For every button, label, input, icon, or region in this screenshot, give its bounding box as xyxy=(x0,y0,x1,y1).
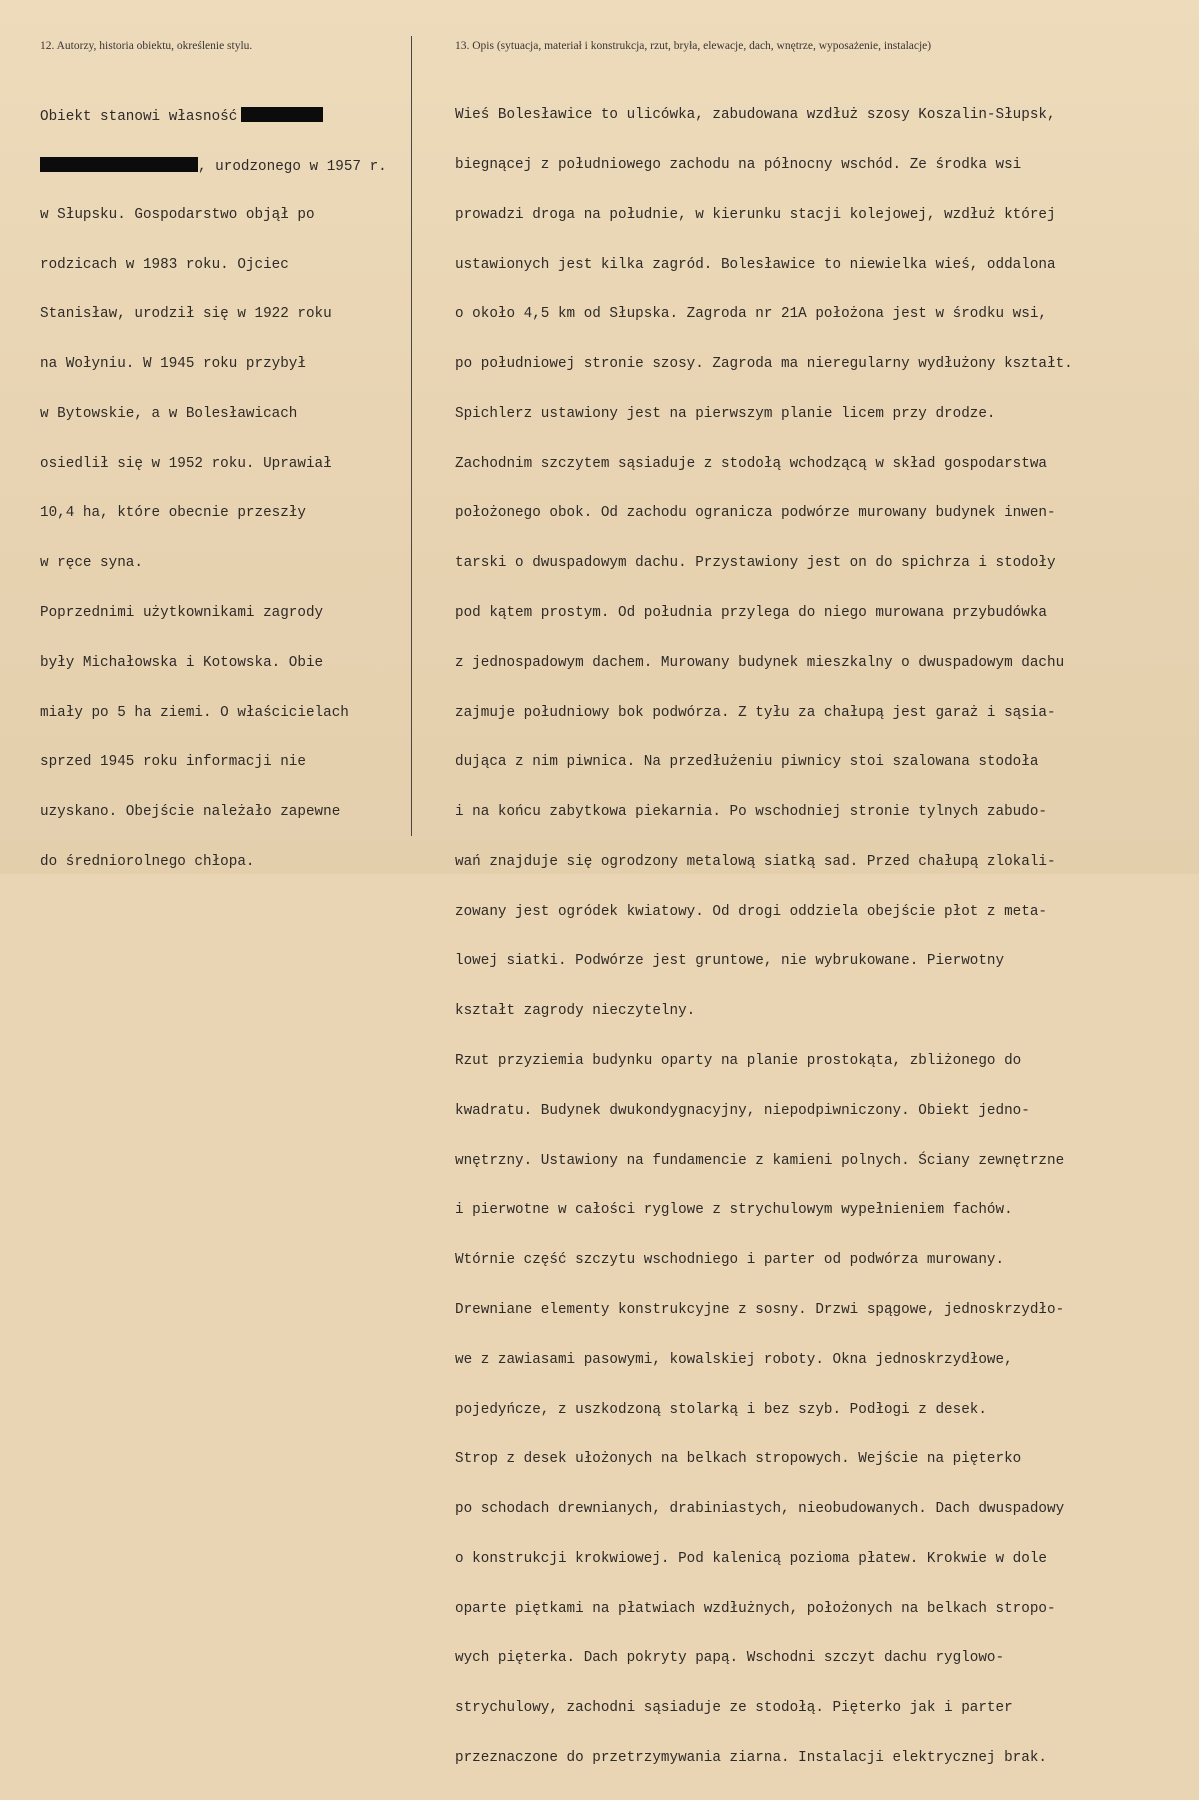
description-line: ustawionych jest kilka zagród. Bolesławice to niewielka wieś, oddalona xyxy=(455,256,1056,273)
description-line: zajmuje południowy bok podwórza. Z tyłu za chałupą jest garaż i sąsia- xyxy=(455,704,1056,721)
description-line: strychulowy, zachodni sąsiaduje ze stodołą. Pięterko jak i parter xyxy=(455,1700,1013,1717)
description-line: Wieś Bolesławice to ulicówka, zabudowana wzdłuż szosy Koszalin-Słupsk, xyxy=(455,107,1056,124)
description-line: biegnącej z południowego zachodu na północny wschód. Ze środka wsi xyxy=(455,156,1022,173)
description-line: we z zawiasami pasowymi, kowalskiej roboty. Okna jednoskrzydłowe, xyxy=(455,1351,1013,1368)
description-line: zowany jest ogródek kwiatowy. Od drogi oddziela obejście płot z meta- xyxy=(455,903,1047,920)
history-line: Stanisław, urodził się w 1922 roku xyxy=(40,306,332,323)
description-line: pod kątem prostym. Od południa przylega do niego murowana przybudówka xyxy=(455,605,1047,621)
description-line: o konstrukcji krokwiowej. Pod kalenicą pozioma płatew. Krokwie w dole xyxy=(455,1550,1047,1567)
column-divider xyxy=(411,36,412,836)
description-line: kształt zagrody nieczytelny. xyxy=(455,1003,696,1020)
history-line: do średniorolnego chłopa. xyxy=(40,853,255,870)
description-text-block xyxy=(455,74,1073,1800)
description-line: po schodach drewnianych, drabiniastych, nieobudowanych. Dach dwuspadowy xyxy=(455,1501,1065,1518)
history-line xyxy=(40,107,387,124)
history-line: rodzicach w 1983 roku. Ojciec xyxy=(40,256,289,273)
description-line: wań znajduje się ogrodzony metalową siatką sad. Przed chałupą zlokali- xyxy=(455,853,1056,870)
description-line: Zachodnim szczytem sąsiaduje z stodołą wchodzącą w skład gospodarstwa xyxy=(455,455,1047,472)
description-line: z jednospadowym dachem. Murowany budynek mieszkalny o dwuspadowym dachu xyxy=(455,654,1065,671)
description-line: i pierwotne w całości ryglowe z strychulowym wypełnieniem fachów. xyxy=(455,1202,1013,1219)
history-line: Poprzednimi użytkownikami zagrody xyxy=(40,605,324,621)
description-line: wnętrzny. Ustawiony na fundamencie z kamieni polnych. Ściany zewnętrzne xyxy=(455,1152,1065,1169)
redaction-bar xyxy=(40,157,198,172)
section-13-heading: 13. Opis (sytuacja, materiał i konstrukcja, rzut, bryła, elewacje, dach, wnętrze, wyposażenie, instalacje) xyxy=(455,40,932,52)
description-line: i na końcu zabytkowa piekarnia. Po wschodniej stronie tylnych zabudo- xyxy=(455,804,1047,821)
description-line: położonego obok. Od zachodu ogranicza podwórze murowany budynek inwen- xyxy=(455,505,1056,522)
description-line: oparte piętkami na płatwiach wzdłużnych, położonych na belkach stropo- xyxy=(455,1600,1056,1617)
history-line: na Wołyniu. W 1945 roku przybył xyxy=(40,356,306,373)
description-line: prowadzi droga na południe, w kierunku stacji kolejowej, wzdłuż której xyxy=(455,206,1056,223)
history-line: w ręce syna. xyxy=(40,555,143,572)
history-line: miały po 5 ha ziemi. O właścicielach xyxy=(40,704,349,721)
section-12-heading: 12. Autorzy, historia obiektu, określenie stylu. xyxy=(40,40,253,52)
history-line: 10,4 ha, które obecnie przeszły xyxy=(40,505,306,522)
history-line: uzyskano. Obejście należało zapewne xyxy=(40,804,341,821)
description-line: Wtórnie część szczytu wschodniego i parter od podwórza murowany. xyxy=(455,1252,1005,1269)
description-line: Spichlerz ustawiony jest na pierwszym planie licem przy drodze. xyxy=(455,405,996,422)
history-line: były Michałowska i Kotowska. Obie xyxy=(40,654,324,671)
description-line: Rzut przyziemia budynku oparty na planie prostokąta, zbliżonego do xyxy=(455,1053,1022,1070)
history-text-block xyxy=(40,74,387,904)
description-line: po południowej stronie szosy. Zagroda ma nieregularny wydłużony kształt. xyxy=(455,356,1073,373)
history-line: osiedlił się w 1952 roku. Uprawiał xyxy=(40,455,332,472)
description-line: lowej siatki. Podwórze jest gruntowe, nie wybrukowane. Pierwotny xyxy=(455,953,1005,970)
description-line: dująca z nim piwnica. Na przedłużeniu piwnicy stoi szalowana stodoła xyxy=(455,754,1039,771)
history-line: sprzed 1945 roku informacji nie xyxy=(40,754,306,771)
history-line xyxy=(40,157,387,174)
description-line: kwadratu. Budynek dwukondygnacyjny, niepodpiwniczony. Obiekt jedno- xyxy=(455,1102,1030,1119)
description-line: wych pięterka. Dach pokryty papą. Wschodni szczyt dachu ryglowo- xyxy=(455,1650,1005,1667)
description-line: Strop z desek ułożonych na belkach stropowych. Wejście na pięterko xyxy=(455,1451,1022,1468)
description-line: Drewniane elementy konstrukcyjne z sosny. Drzwi spągowe, jednoskrzydło- xyxy=(455,1301,1065,1318)
description-line: pojedyńcze, z uszkodzoną stolarką i bez szyb. Podłogi z desek. xyxy=(455,1401,987,1418)
history-line-text: , urodzonego w 1957 r. xyxy=(198,158,387,175)
history-line: w Słupsku. Gospodarstwo objął po xyxy=(40,206,315,223)
history-line-text: Obiekt stanowi własność xyxy=(40,109,238,126)
description-line: tarski o dwuspadowym dachu. Przystawiony jest on do spichrza i stodoły xyxy=(455,555,1056,572)
history-line: w Bytowskie, a w Bolesławicach xyxy=(40,405,298,422)
description-line: przeznaczone do przetrzymywania ziarna. Instalacji elektrycznej brak. xyxy=(455,1749,1047,1766)
description-line: o około 4,5 km od Słupska. Zagroda nr 21A położona jest w środku wsi, xyxy=(455,306,1047,323)
redaction-bar xyxy=(241,107,323,122)
